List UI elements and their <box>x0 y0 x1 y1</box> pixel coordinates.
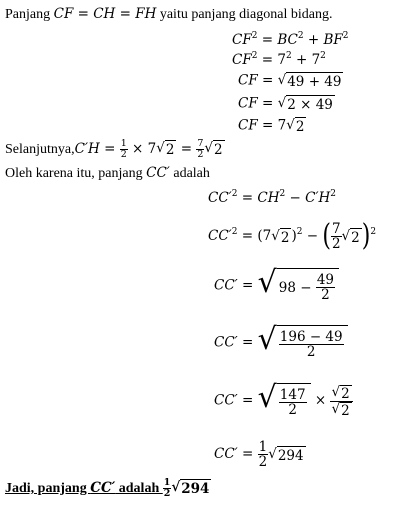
selanjutnya-line: Selanjutnya,C′H = $\frac{1}{2}$ × 7 √ 2 = $\frac{7}{2}$ √ 2 <box>5 138 223 160</box>
sqrt-symbol: √ 98 − $\frac{49}{2}$ <box>258 268 339 304</box>
cf-step-5: CF = 7 √ 2 <box>238 117 305 135</box>
cf-step-4: CF = √ 2 × 49 <box>238 95 333 113</box>
fraction: $\frac{7}{2}$ <box>197 138 204 160</box>
cf-step-1: $CF^2 = BC^2 + BF^2$ <box>232 31 349 48</box>
intro-prefix: Panjang <box>5 7 54 22</box>
fraction: $\frac{196 - 49}{2}$ <box>279 329 343 361</box>
fraction: $\frac{1}{2}$ <box>163 477 171 499</box>
fraction: $\frac{7}{2}$ <box>331 221 341 253</box>
sqrt-symbol: √ 2 <box>156 140 175 159</box>
sqrt-symbol: √ $\frac{196 - 49}{2}$ <box>258 325 348 361</box>
sqrt-symbol: √ 2 <box>286 117 305 135</box>
cc-step-5: CC′ = √ $\frac{147}{2}$ × √ 2 √ 2 <box>214 383 353 419</box>
sqrt-symbol: √ 2 <box>331 400 350 419</box>
conclusion-line: Jadi, panjang CC′ adalah $\frac{1}{2}$ √ 294 <box>5 477 210 499</box>
fraction <box>330 385 352 418</box>
sqrt-symbol: √ 2 <box>204 140 223 159</box>
sqrt-symbol: √ $\frac{147}{2}$ <box>258 383 311 419</box>
intro-suffix: yaitu panjang diagonal bidang. <box>156 7 333 22</box>
sqrt-symbol: √ 2 <box>341 227 360 246</box>
fraction: $\frac{1}{2}$ <box>258 439 268 471</box>
cc-step-1: $CC'^2 = CH^2 - C'H^2$ <box>208 189 337 206</box>
cc-step-6: CC′ = $\frac{1}{2}$ √ 294 <box>214 439 304 471</box>
sqrt-symbol: √ 294 <box>171 479 210 498</box>
cf-step-2: $CF^2 = 7^2 + 7^2$ <box>232 51 326 68</box>
fraction: $\frac{49}{2}$ <box>316 272 335 304</box>
sqrt-symbol: √ 2 <box>271 227 290 246</box>
cf-step-3: CF = √ 49 + 49 <box>238 72 342 90</box>
cc-step-3: CC′ = √ 98 − $\frac{49}{2}$ <box>214 268 339 304</box>
oleh-line: Oleh karena itu, panjang CC′ adalah <box>5 165 210 181</box>
sqrt-symbol: √ 2 × 49 <box>277 95 333 113</box>
fraction: $\frac{147}{2}$ <box>279 387 306 419</box>
intro-line <box>5 6 332 23</box>
sqrt-symbol: √ 294 <box>268 445 304 464</box>
cc-step-2: $CC'^2 = (7$ √ 2 )$^2$ − ( $\frac{7}{2}$ √ 2 )$^2$ <box>208 219 377 253</box>
sqrt-symbol: √ 2 <box>331 383 350 402</box>
cc-step-4: CC′ = √ $\frac{196 - 49}{2}$ <box>214 325 348 361</box>
intro-expression: CF = CH = FH <box>53 6 157 22</box>
sqrt-symbol: √ 49 + 49 <box>277 72 342 90</box>
fraction: $\frac{1}{2}$ <box>120 138 127 160</box>
